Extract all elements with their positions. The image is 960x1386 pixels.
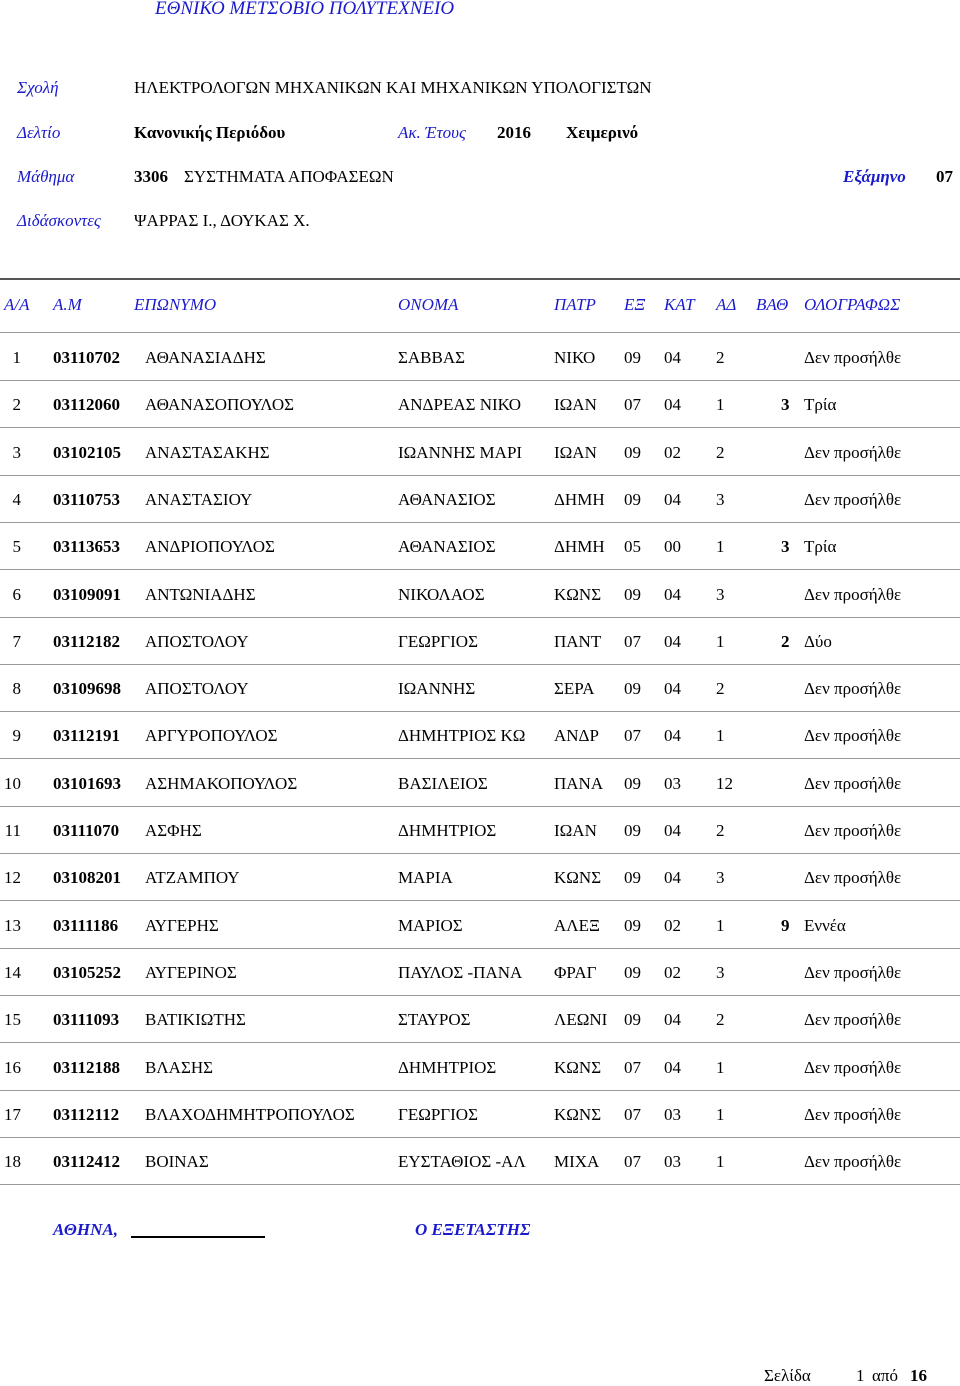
cell-father: ΔΗΜΗ [554,537,605,556]
cell-name: ΑΘΑΝΑΣΙΟΣ [398,490,496,509]
cell-am: 03112412 [53,1152,121,1171]
row-divider [0,995,960,996]
cell-cat: 04 [664,868,681,887]
cell-words: Δεν προσήλθε [804,1058,902,1077]
cell-words: Δεν προσήλθε [804,585,902,604]
cell-cat: 03 [664,774,681,793]
cell-ad: 3 [716,490,725,509]
cell-sem: 09 [624,348,641,367]
school-label: Σχολή [17,78,59,97]
cell-words: Δεν προσήλθε [804,348,902,367]
cell-words: Τρία [804,537,837,556]
cell-words: Δεν προσήλθε [804,1152,902,1171]
cell-am: 03101693 [53,774,121,793]
semester-value: 07 [936,167,953,186]
cell-ad: 1 [716,916,725,935]
cell-am: 03110702 [53,348,121,367]
cell-aa: 15 [4,1010,21,1029]
course-code: 3306 [134,167,168,186]
table-row [0,726,960,746]
table-row [0,395,960,415]
cell-name: ΣΑΒΒΑΣ [398,348,466,367]
cell-cat: 04 [664,490,681,509]
cell-am: 03113653 [53,537,121,556]
cell-am: 03112112 [53,1105,120,1124]
cell-sem: 07 [624,632,641,651]
cell-father: ΚΩΝΣ [554,868,602,887]
cell-father: ΚΩΝΣ [554,585,602,604]
table-row [0,490,960,510]
cell-cat: 03 [664,1105,681,1124]
row-divider [0,900,960,901]
cell-father: ΜΙΧΑ [554,1152,600,1171]
cell-aa: 7 [12,632,21,651]
col-aa: Α/Α [4,295,30,314]
table-row [0,632,960,652]
cell-father: ΙΩΑΝ [554,443,597,462]
cell-ad: 2 [716,821,725,840]
cell-surname: ΑΤΖΑΜΠΟΥ [145,868,240,887]
row-divider [0,427,960,428]
cell-cat: 04 [664,395,681,414]
cell-cat: 00 [664,537,681,556]
col-name: ΟΝΟΜΑ [398,295,459,314]
footer-examiner: Ο ΕΞΕΤΑΣΤΗΣ [415,1220,531,1239]
row-divider [0,948,960,949]
cell-father: ΙΩΑΝ [554,821,597,840]
table-row [0,916,960,936]
cell-sem: 09 [624,774,641,793]
cell-am: 03112182 [53,632,121,651]
cell-ad: 1 [716,632,725,651]
table-row [0,1105,960,1125]
row-divider [0,617,960,618]
col-sem: ΕΞ [624,295,646,314]
cell-sem: 09 [624,821,641,840]
col-cat: ΚΑΤ [664,295,695,314]
row-divider [0,1184,960,1185]
cell-name: ΣΤΑΥΡΟΣ [398,1010,471,1029]
cell-words: Δεν προσήλθε [804,1105,902,1124]
table-row [0,774,960,794]
cell-cat: 03 [664,1152,681,1171]
row-divider [0,711,960,712]
cell-words: Δεν προσήλθε [804,726,902,745]
table-row [0,821,960,841]
cell-cat: 04 [664,348,681,367]
cell-words: Δεν προσήλθε [804,490,902,509]
course-label: Μάθημα [17,167,75,186]
cell-sem: 09 [624,679,641,698]
cell-name: ΜΑΡΙΟΣ [398,916,463,935]
cell-cat: 04 [664,726,681,745]
instructors-value: ΨΑΡΡΑΣ Ι., ΔΟΥΚΑΣ Χ. [134,211,310,230]
cell-name: ΜΑΡΙΑ [398,868,453,887]
cell-sem: 09 [624,443,641,462]
cell-surname: ΑΝΑΣΤΑΣΙΟΥ [145,490,253,509]
row-divider [0,332,960,333]
cell-am: 03105252 [53,963,121,982]
cell-father: ΚΩΝΣ [554,1105,602,1124]
col-grade: ΒΑΘ [756,295,789,314]
row-divider [0,1090,960,1091]
table-row [0,1058,960,1078]
row-divider [0,664,960,665]
cell-father: ΠΑΝΑ [554,774,604,793]
cell-am: 03112191 [53,726,121,745]
cell-surname: ΒΛΑΧΟΔΗΜΗΤΡΟΠΟΥΛΟΣ [145,1105,355,1124]
cell-words: Δεν προσήλθε [804,774,902,793]
cell-aa: 2 [12,395,21,414]
row-divider [0,1137,960,1138]
cell-surname: ΑΠΟΣΤΟΛΟΥ [145,632,249,651]
col-grade-words: ΟΛΟΓΡΑΦΩΣ [804,295,901,314]
row-divider [0,758,960,759]
cell-words: Τρία [804,395,837,414]
row-divider [0,522,960,523]
cell-sem: 09 [624,490,641,509]
cell-cat: 02 [664,916,681,935]
col-ad: ΑΔ [716,295,737,314]
cell-sem: 05 [624,537,641,556]
cell-grade: 2 [781,632,790,651]
col-am: Α.Μ [53,295,82,314]
cell-cat: 02 [664,963,681,982]
cell-name: ΔΗΜΗΤΡΙΟΣ [398,821,497,840]
cell-father: ΙΩΑΝ [554,395,597,414]
cell-sem: 07 [624,1152,641,1171]
cell-words: Δεν προσήλθε [804,868,902,887]
cell-father: ΛΕΩΝΙ [554,1010,608,1029]
cell-father: ΝΙΚΟ [554,348,596,367]
cell-surname: ΑΣΗΜΑΚΟΠΟΥΛΟΣ [145,774,298,793]
cell-surname: ΑΥΓΕΡΙΝΟΣ [145,963,237,982]
season-value: Χειμερινό [566,123,639,142]
cell-father: ΚΩΝΣ [554,1058,602,1077]
cell-sem: 07 [624,395,641,414]
cell-cat: 04 [664,1058,681,1077]
cell-surname: ΑΝΔΡΙΟΠΟΥΛΟΣ [145,537,275,556]
cell-ad: 1 [716,1152,725,1171]
cell-ad: 1 [716,1105,725,1124]
cell-surname: ΒΟΙΝΑΣ [145,1152,209,1171]
cell-ad: 3 [716,963,725,982]
cell-name: ΑΝΔΡΕΑΣ ΝΙΚΟ [398,395,522,414]
cell-am: 03111093 [53,1010,120,1029]
cell-surname: ΒΑΤΙΚΙΩΤΗΣ [145,1010,246,1029]
row-divider [0,1042,960,1043]
semester-label: Εξάμηνο [843,167,906,186]
cell-am: 03112060 [53,395,121,414]
cell-father: ΦΡΑΓ [554,963,597,982]
page-label: Σελίδα [764,1366,811,1385]
row-divider [0,380,960,381]
cell-surname: ΑΠΟΣΤΟΛΟΥ [145,679,249,698]
cell-sem: 09 [624,916,641,935]
cell-surname: ΑΘΑΝΑΣΟΠΟΥΛΟΣ [145,395,295,414]
year-label: Ακ. Έτους [398,123,466,142]
cell-surname: ΑΡΓΥΡΟΠΟΥΛΟΣ [145,726,278,745]
cell-words: Εννέα [804,916,846,935]
cell-sem: 07 [624,1058,641,1077]
cell-am: 03109091 [53,585,121,604]
cell-name: ΓΕΩΡΓΙΟΣ [398,632,478,651]
cell-ad: 2 [716,443,725,462]
table-row [0,679,960,699]
cell-ad: 2 [716,348,725,367]
col-surname: ΕΠΩΝΥΜΟ [134,295,217,314]
cell-aa: 18 [4,1152,21,1171]
cell-cat: 04 [664,1010,681,1029]
cell-am: 03109698 [53,679,121,698]
cell-aa: 10 [4,774,21,793]
table-row [0,868,960,888]
cell-aa: 12 [4,868,21,887]
table-row [0,443,960,463]
cell-words: Δεν προσήλθε [804,963,902,982]
cell-father: ΣΕΡΑ [554,679,595,698]
cell-name: ΔΗΜΗΤΡΙΟΣ ΚΩ [398,726,526,745]
page-total: 16 [910,1366,927,1385]
cell-aa: 3 [12,443,21,462]
cell-name: ΔΗΜΗΤΡΙΟΣ [398,1058,497,1077]
cell-am: 03102105 [53,443,121,462]
cell-surname: ΒΛΑΣΗΣ [145,1058,214,1077]
cell-grade: 9 [781,916,790,935]
cell-aa: 8 [12,679,21,698]
cell-grade: 3 [781,395,790,414]
col-father: ΠΑΤΡ [554,295,596,314]
cell-ad: 12 [716,774,733,793]
cell-father: ΠΑΝΤ [554,632,602,651]
cell-ad: 1 [716,726,725,745]
cell-name: ΝΙΚΟΛΑΟΣ [398,585,485,604]
cell-ad: 2 [716,1010,725,1029]
course-name: ΣΥΣΤΗΜΑΤΑ ΑΠΟΦΑΣΕΩΝ [184,167,394,186]
cell-am: 03108201 [53,868,121,887]
table-row [0,537,960,557]
cell-sem: 07 [624,1105,641,1124]
cell-father: ΑΝΔΡ [554,726,599,745]
cell-aa: 14 [4,963,21,982]
cell-words: Δύο [804,632,832,651]
cell-aa: 4 [12,490,21,509]
cell-name: ΒΑΣΙΛΕΙΟΣ [398,774,488,793]
cell-sem: 09 [624,585,641,604]
cell-words: Δεν προσήλθε [804,679,902,698]
cell-aa: 5 [12,537,21,556]
cell-aa: 1 [12,348,21,367]
row-divider [0,569,960,570]
table-row [0,348,960,368]
cell-grade: 3 [781,537,790,556]
cell-words: Δεν προσήλθε [804,443,902,462]
row-divider [0,806,960,807]
cell-aa: 16 [4,1058,21,1077]
cell-name: ΙΩΑΝΝΗΣ ΜΑΡΙ [398,443,523,462]
cell-father: ΑΛΕΞ [554,916,600,935]
cell-words: Δεν προσήλθε [804,821,902,840]
cell-sem: 07 [624,726,641,745]
cell-aa: 17 [4,1105,21,1124]
cell-am: 03110753 [53,490,121,509]
cell-cat: 04 [664,821,681,840]
cell-cat: 04 [664,632,681,651]
cell-surname: ΑΥΓΕΡΗΣ [145,916,219,935]
cell-ad: 3 [716,585,725,604]
cell-aa: 9 [12,726,21,745]
page-current: 1 [856,1366,865,1385]
table-row [0,1152,960,1172]
cell-ad: 2 [716,679,725,698]
cell-ad: 3 [716,868,725,887]
institution-title: ΕΘΝΙΚΟ ΜΕΤΣΟΒΙΟ ΠΟΛΥΤΕΧΝΕΙΟ [155,0,455,19]
page-of: από [872,1366,898,1385]
table-row [0,585,960,605]
cell-words: Δεν προσήλθε [804,1010,902,1029]
table-row [0,1010,960,1030]
cell-sem: 09 [624,963,641,982]
bulletin-value: Κανονικής Περιόδου [134,123,286,142]
column-header [0,295,960,315]
cell-surname: ΑΣΦΗΣ [145,821,202,840]
year-value: 2016 [497,123,531,142]
instructors-label: Διδάσκοντες [17,211,101,230]
cell-cat: 04 [664,585,681,604]
cell-am: 03111070 [53,821,120,840]
cell-ad: 1 [716,1058,725,1077]
cell-sem: 09 [624,868,641,887]
header-divider [0,278,960,280]
cell-am: 03112188 [53,1058,121,1077]
cell-name: ΙΩΑΝΝΗΣ [398,679,476,698]
cell-father: ΔΗΜΗ [554,490,605,509]
cell-aa: 6 [12,585,21,604]
date-line [131,1222,265,1238]
cell-ad: 1 [716,537,725,556]
cell-am: 03111186 [53,916,119,935]
cell-cat: 04 [664,679,681,698]
cell-surname: ΑΝΑΣΤΑΣΑΚΗΣ [145,443,270,462]
cell-aa: 11 [4,821,21,840]
cell-ad: 1 [716,395,725,414]
cell-name: ΠΑΥΛΟΣ -ΠΑΝΑ [398,963,523,982]
cell-cat: 02 [664,443,681,462]
cell-name: ΕΥΣΤΑΘΙΟΣ -ΑΛ [398,1152,526,1171]
cell-name: ΑΘΑΝΑΣΙΟΣ [398,537,496,556]
cell-name: ΓΕΩΡΓΙΟΣ [398,1105,478,1124]
bulletin-label: Δελτίο [17,123,61,142]
cell-surname: ΑΝΤΩΝΙΑΔΗΣ [145,585,256,604]
school-value: ΗΛΕΚΤΡΟΛΟΓΩΝ ΜΗΧΑΝΙΚΩΝ ΚΑΙ ΜΗΧΑΝΙΚΩΝ ΥΠΟΛΟΓΙΣΤΩΝ [134,78,652,97]
footer-place: ΑΘΗΝΑ, [53,1220,118,1239]
cell-aa: 13 [4,916,21,935]
row-divider [0,475,960,476]
table-row [0,963,960,983]
cell-sem: 09 [624,1010,641,1029]
cell-surname: ΑΘΑΝΑΣΙΑΔΗΣ [145,348,266,367]
row-divider [0,853,960,854]
